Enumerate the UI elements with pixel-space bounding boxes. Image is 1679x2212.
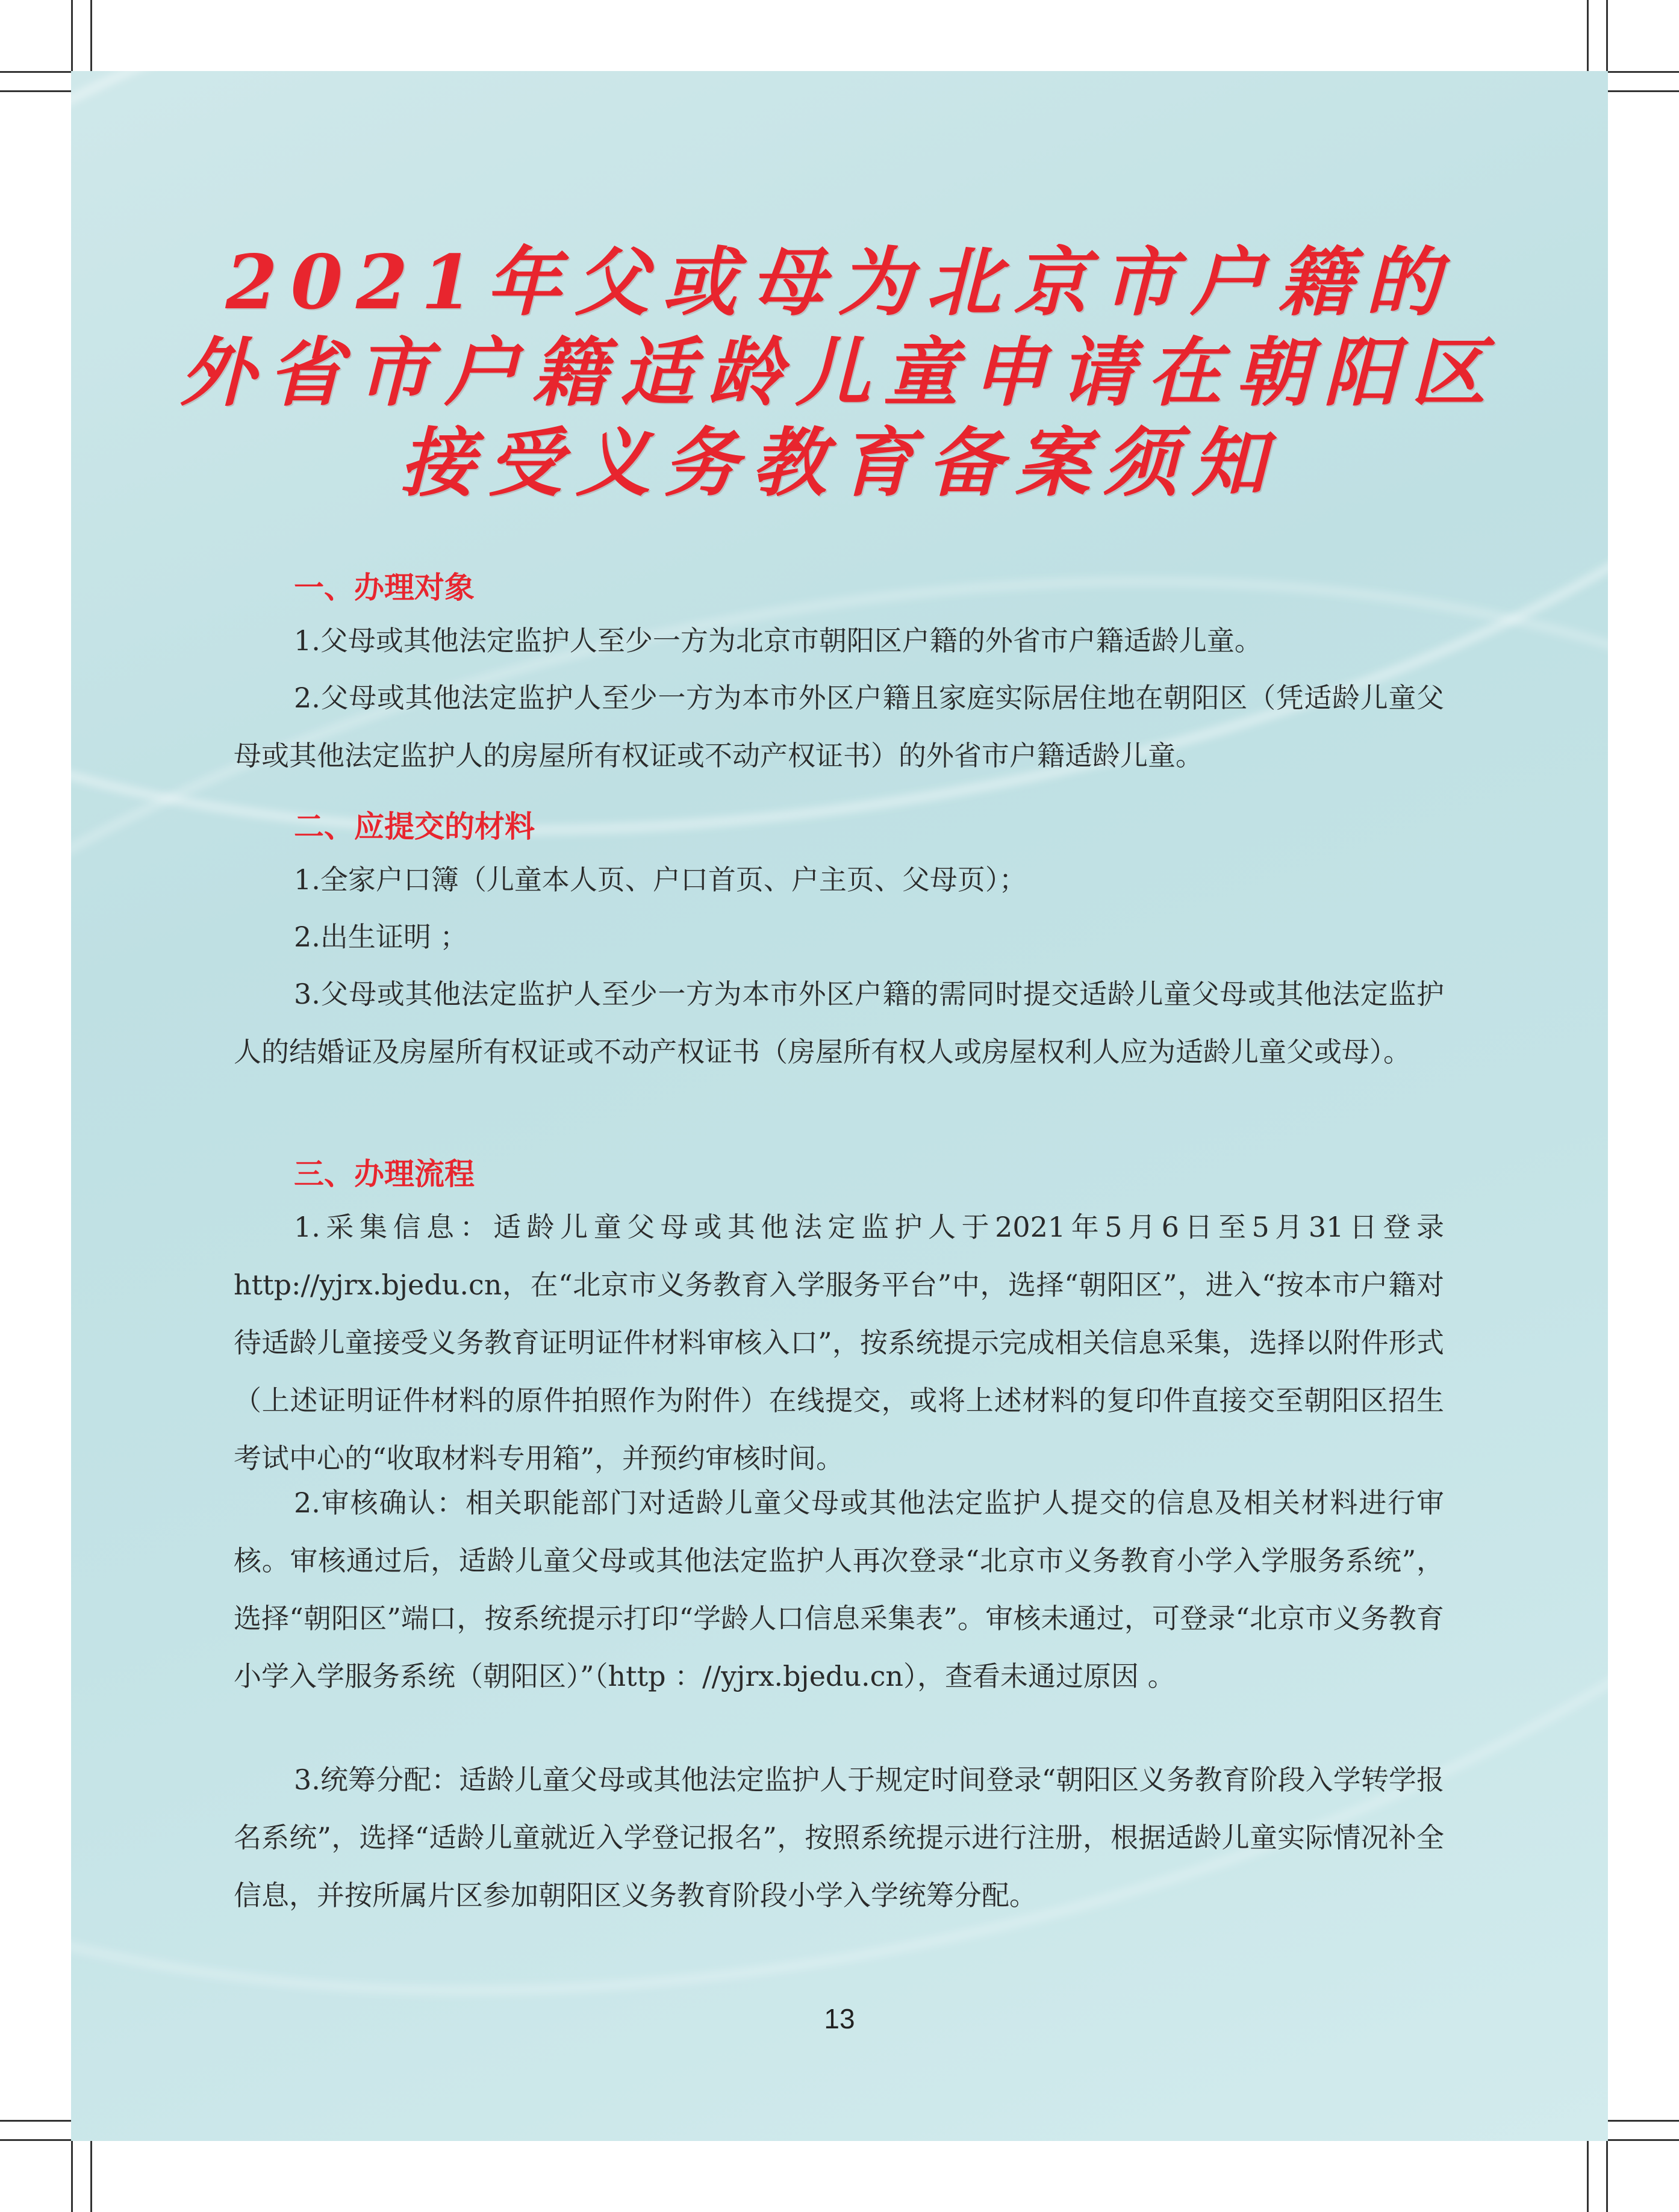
crop-mark-tl-v2 [90,0,92,71]
crop-mark-bl-v2 [90,2141,92,2212]
crop-mark-br-v [1606,2141,1608,2212]
crop-mark-br-h2 [1608,2120,1679,2122]
crop-mark-tl-h2 [0,90,71,92]
document-title-line-3: 接受义务教育备案须知 [399,420,1279,507]
paragraph: 2.出生证明 ； [294,921,468,953]
section-heading-procedure: 三、办理流程 [294,1157,475,1191]
crop-mark-tr-v [1606,0,1608,71]
document-page [71,71,1608,2141]
section-heading-materials: 二、应提交的材料 [294,809,535,844]
crop-mark-tl-v [71,0,73,71]
crop-mark-tl-h [0,71,71,73]
crop-mark-br-h [1608,2139,1679,2141]
paragraph: 3.父母或其他法定监护人至少一方为本市外区户籍的需同时提交适龄儿童父母或其他法定监护人的结婚证及房屋所有权证或不动产权证书（房屋所有权人或房屋权利人应为适龄儿童父或母）。 [234,978,1444,1068]
crop-mark-bl-h [0,2139,71,2141]
crop-mark-br-v2 [1587,2141,1589,2212]
paragraph: 1.采集信息：适龄儿童父母或其他法定监护人于2021年5月6日至5月31日登录 http://yjrx.bjedu.cn，在“北京市义务教育入学服务平台”中，选择“朝阳区”，进入“按本市户籍对待适龄儿童接受义务教育证明证件材料审核入口”，按系统提示完成相关信息采集，选择以附件形式（上述证明证件材料的原件拍照作为附件）在线提交，或将上述材料的复印件直接交至朝阳区招生考试中心的“收取材料专用箱”，并预约审核时间。 [234,1211,1444,1474]
paragraph: 1.全家户口簿（儿童本人页、户口首页、户主页、父母页）； [294,863,1027,896]
document-title-line-1: 2021年父或母为北京市户籍的 [225,239,1454,326]
paragraph: 2.审核确认：相关职能部门对适龄儿童父母或其他法定监护人提交的信息及相关材料进行审核。审核通过后，适龄儿童父母或其他法定监护人再次登录“北京市义务教育小学入学服务系统”，选择“朝阳区”端口，按系统提示打印“学龄人口信息采集表”。审核未通过，可登录“北京市义务教育小学入学服务系统（朝阳区）”（http ：//yjrx.bjedu.cn），查看未通过原因 。 [234,1487,1444,1692]
crop-mark-tr-h [1608,71,1679,73]
paragraph: 1.父母或其他法定监护人至少一方为北京市朝阳区户籍的外省市户籍适龄儿童。 [294,624,1262,657]
crop-mark-bl-h2 [0,2120,71,2122]
crop-mark-bl-v [71,2141,73,2212]
page-number: 13 [824,2003,855,2034]
paragraph: 2.父母或其他法定监护人至少一方为本市外区户籍且家庭实际居住地在朝阳区（凭适龄儿童父母或其他法定监护人的房屋所有权证或不动产权证书）的外省市户籍适龄儿童。 [234,682,1444,772]
crop-mark-tr-h2 [1608,90,1679,92]
crop-mark-tr-v2 [1587,0,1589,71]
paragraph: 3.统筹分配：适龄儿童父母或其他法定监护人于规定时间登录“朝阳区义务教育阶段入学转学报名系统”，选择“适龄儿童就近入学登记报名”，按照系统提示进行注册，根据适龄儿童实际情况补全信息，并按所属片区参加朝阳区义务教育阶段小学入学统筹分配。 [234,1763,1444,1912]
section-heading-objects: 一、办理对象 [294,570,475,605]
document-title-line-2: 外省市户籍适龄儿童申请在朝阳区 [179,329,1499,417]
